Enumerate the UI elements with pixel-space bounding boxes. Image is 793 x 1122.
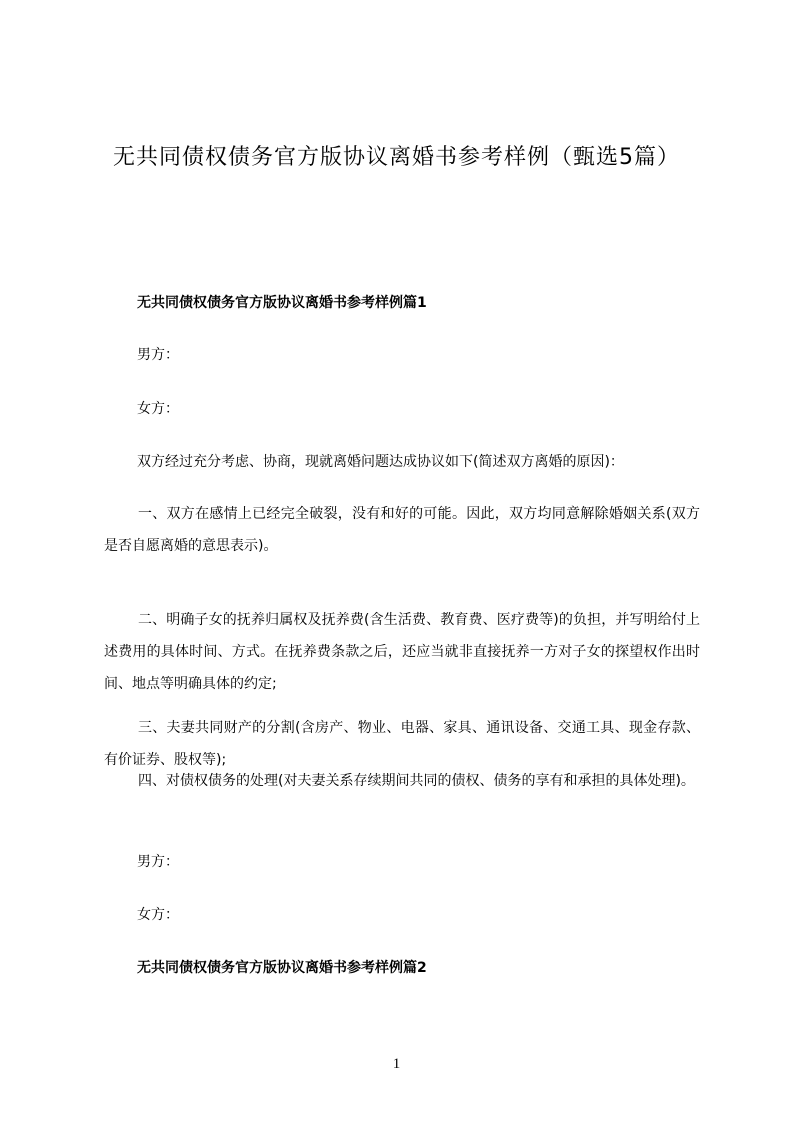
page-number: 1 xyxy=(392,1056,401,1072)
clause-1: 一、双方在感情上已经完全破裂，没有和好的可能。因此，双方均同意解除婚姻关系(双方是否自愿离婚的意思表示)。 xyxy=(104,506,700,554)
section-heading-1: 无共同债权债务官方版协议离婚书参考样例篇1 xyxy=(137,295,427,311)
clause-3: 三、夫妻共同财产的分割(含房产、物业、电器、家具、通讯设备、交通工具、现金存款、有价证券、股权等); xyxy=(104,720,700,768)
document-title: 无共同债权债务官方版协议离婚书参考样例（甄选5篇） xyxy=(113,145,680,170)
female-party-label: 女方： xyxy=(137,401,179,417)
section-heading-2: 无共同债权债务官方版协议离婚书参考样例篇2 xyxy=(137,960,427,976)
agreement-intro: 双方经过充分考虑、协商，现就离婚问题达成协议如下(简述双方离婚的原因)： xyxy=(137,454,624,470)
female-signature-label: 女方： xyxy=(137,907,179,923)
clause-2: 二、明确子女的抚养归属权及抚养费(含生活费、教育费、医疗费等)的负担，并写明给付上述费用的具体时间、方式。在抚养费条款之后，还应当就非直接抚养一方对子女的探望权作出时间、地点等明确具体的约定; xyxy=(104,612,700,692)
male-signature-label: 男方： xyxy=(137,854,179,870)
male-party-label: 男方： xyxy=(137,347,179,363)
clause-4: 四、对债权债务的处理(对夫妻关系存续期间共同的债权、债务的享有和承担的具体处理)。 xyxy=(138,773,695,789)
